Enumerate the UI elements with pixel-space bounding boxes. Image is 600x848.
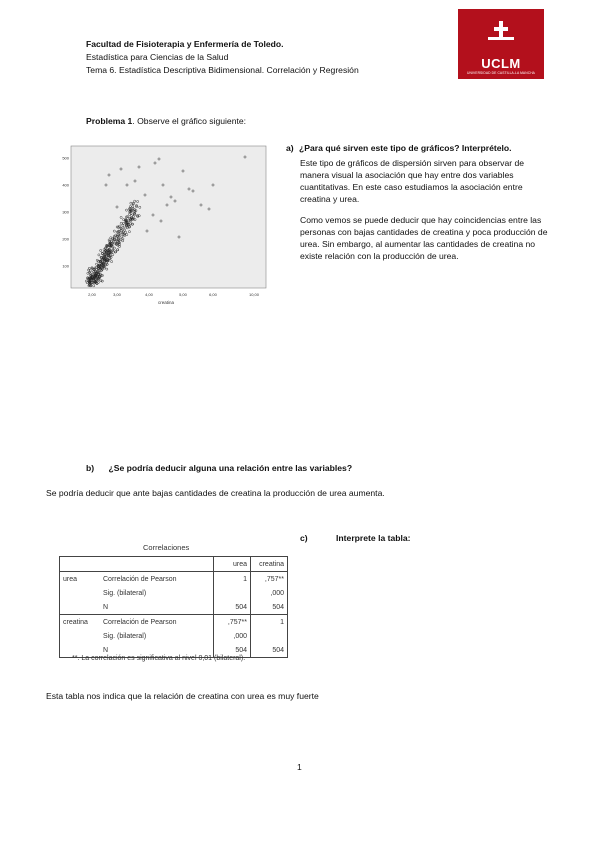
problem-intro: . Observe el gráfico siguiente:	[132, 116, 247, 126]
table-cell: ,757**	[251, 572, 288, 587]
table-cell: 1	[251, 615, 288, 630]
table-cell: ,000	[251, 586, 288, 600]
table-cell: 1	[214, 572, 251, 587]
course-title: Estadística para Ciencias de la Salud	[86, 52, 229, 62]
table-cell: Correlación de Pearson	[103, 618, 177, 626]
table-row	[60, 629, 288, 643]
table-header-cell: urea	[214, 557, 251, 572]
x-tick-label: 6,00	[209, 292, 217, 297]
correlation-table	[59, 556, 288, 658]
table-header-cell	[100, 557, 214, 572]
table-row	[60, 615, 288, 630]
logo-subtitle: UNIVERSIDAD DE CASTILLA-LA MANCHA	[467, 71, 535, 75]
table-cell: 504	[214, 643, 251, 658]
x-tick-label: 5,00	[179, 292, 187, 297]
table-cell: ,757**	[214, 615, 251, 630]
y-tick-label: 300	[62, 209, 69, 215]
table-cell: N	[103, 646, 109, 654]
y-tick-label: 500	[62, 155, 69, 161]
y-tick-label: 400	[62, 182, 69, 188]
x-tick-label: 4,00	[145, 292, 153, 297]
table-cell	[60, 586, 101, 600]
question-a	[286, 142, 512, 154]
table-cell: 504	[214, 600, 251, 615]
question-a-title: ¿Para qué sirven este tipo de gráficos? Interprételo.	[299, 143, 512, 153]
x-axis-label: creatina	[157, 300, 175, 305]
problem-label: Problema 1	[86, 116, 133, 126]
correlation-table-wrap	[59, 556, 288, 658]
y-tick-label: 200	[62, 236, 69, 242]
table-cell	[60, 600, 101, 615]
table-cell: N	[103, 603, 109, 611]
page-number: 1	[297, 762, 302, 772]
table-cell: Sig. (bilateral)	[103, 589, 147, 597]
table-footnote: **. La correlación es significativa al nivel 0,01 (bilateral).	[72, 655, 246, 662]
logo-text: UCLM	[481, 56, 521, 71]
y-tick-label: 100	[62, 263, 69, 269]
table-cell: Correlación de Pearson	[103, 575, 177, 583]
table-header-cell: creatina	[251, 557, 288, 572]
x-tick-label: 2,00	[88, 292, 96, 297]
table-header-cell	[60, 557, 101, 572]
question-a-paragraph-2: Como vemos se puede deducir que hay coincidencias entre las personas con bajas cantidades de creatina y poca producción de urea. Sin embargo, al aumentar las cantidades de creatina no existe relación con la producción de urea.	[300, 215, 548, 261]
question-a-paragraph-1: Este tipo de gráficos de dispersión sirven para observar de manera visual la asociación que hay entre dos variables cuantitativas. En este caso estudiamos la asociación entre creatina y urea.	[300, 158, 525, 204]
uclm-logo	[458, 9, 544, 79]
table-cell: creatina	[60, 615, 101, 630]
table-row	[60, 572, 288, 587]
scatter-plot	[61, 145, 268, 306]
topic-title: Tema 6. Estadística Descriptiva Bidimensional. Correlación y Regresión	[86, 65, 359, 75]
table-cell	[251, 629, 288, 643]
question-b-marker: b)	[86, 463, 95, 473]
table-row	[60, 600, 288, 615]
question-c	[300, 532, 411, 544]
question-a-marker: a)	[286, 143, 294, 153]
table-row	[60, 586, 288, 600]
table-cell	[214, 586, 251, 600]
question-b-answer: Se podría deducir que ante bajas cantidades de creatina la producción de urea aumenta.	[46, 488, 385, 498]
x-tick-label: 10,00	[248, 292, 260, 297]
x-tick-label: 3,00	[113, 292, 121, 297]
question-b	[86, 462, 352, 474]
faculty-title: Facultad de Fisioterapia y Enfermería de Toledo.	[86, 39, 284, 49]
table-cell	[60, 629, 101, 643]
question-c-title: Interprete la tabla:	[336, 533, 411, 543]
problem-statement	[86, 115, 246, 127]
table-cell: Sig. (bilateral)	[103, 632, 147, 640]
table-cell: 504	[251, 600, 288, 615]
scatter-svg	[61, 145, 268, 306]
question-c-answer: Esta tabla nos indica que la relación de creatina con urea es muy fuerte	[46, 691, 319, 701]
table-cell: 504	[251, 643, 288, 658]
question-c-marker: c)	[300, 533, 308, 543]
question-b-title: ¿Se podría deducir alguna una relación entre las variables?	[108, 463, 353, 473]
table-title: Correlaciones	[143, 543, 190, 552]
table-cell: urea	[60, 572, 101, 587]
table-cell: ,000	[214, 629, 251, 643]
